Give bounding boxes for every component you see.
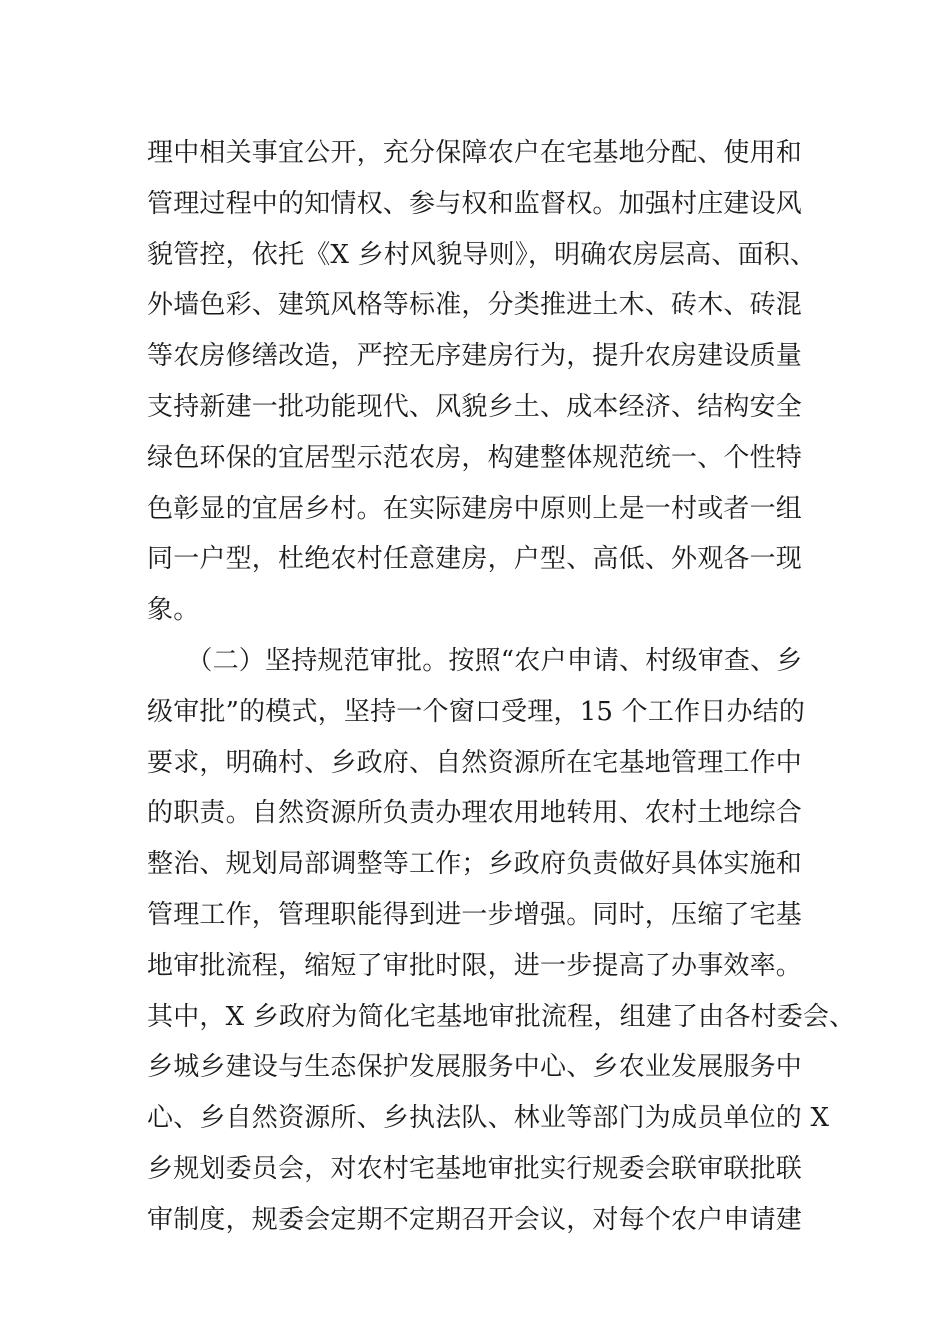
text-line: 色彰显的宜居乡村。在实际建房中原则上是一村或者一组 [147,493,803,524]
text-line: 地审批流程，缩短了审批时限，进一步提高了办事效率。 [147,950,803,981]
text-line: 心、乡自然资源所、乡执法队、林业等部门为成员单位的 X [147,1103,830,1134]
text-line: 管理过程中的知情权、参与权和监督权。加强村庄建设风 [147,188,803,219]
text-line: 绿色环保的宜居型示范农房，构建整体规范统一、个性特 [147,442,803,473]
text-line: 乡城乡建设与生态保护发展服务中心、乡农业发展服务中 [147,1052,803,1083]
text-line: 同一户型，杜绝农村任意建房，户型、高低、外观各一现 [147,544,803,575]
body-text [147,128,856,1246]
text-line: 外墙色彩、建筑风格等标准，分类推进土木、砖木、砖混 [147,290,803,321]
text-line: 支持新建一批功能现代、风貌乡土、成本经济、结构安全 [147,391,803,422]
section-heading-line: （二）坚持规范审批。按照“农户申请、村级审查、乡 [147,645,803,676]
text-line: 乡规划委员会，对农村宅基地审批实行规委会联审联批联 [147,1153,803,1184]
text-line: 整治、规划局部调整等工作；乡政府负责做好具体实施和 [147,849,803,880]
text-line: 其中，X 乡政府为简化宅基地审批流程，组建了由各村委会、 [147,1001,856,1032]
text-line: 等农房修缮改造，严控无序建房行为，提升农房建设质量 [147,341,803,372]
text-line: 理中相关事宜公开，充分保障农户在宅基地分配、使用和 [147,138,803,168]
text-line: 象。 [147,595,200,626]
text-line: 要求，明确村、乡政府、自然资源所在宅基地管理工作中 [147,747,803,778]
text-line: 管理工作，管理职能得到进一步增强。同时，压缩了宅基 [147,899,803,930]
text-line: 的职责。自然资源所负责办理农用地转用、农村土地综合 [147,798,803,829]
text-line: 貌管控，依托《X 乡村风貌导则》，明确农房层高、面积、 [147,239,817,270]
text-line: 审制度，规委会定期不定期召开会议，对每个农户申请建 [147,1204,803,1235]
text-line: 级审批”的模式，坚持一个窗口受理，15 个工作日办结的 [147,696,806,727]
